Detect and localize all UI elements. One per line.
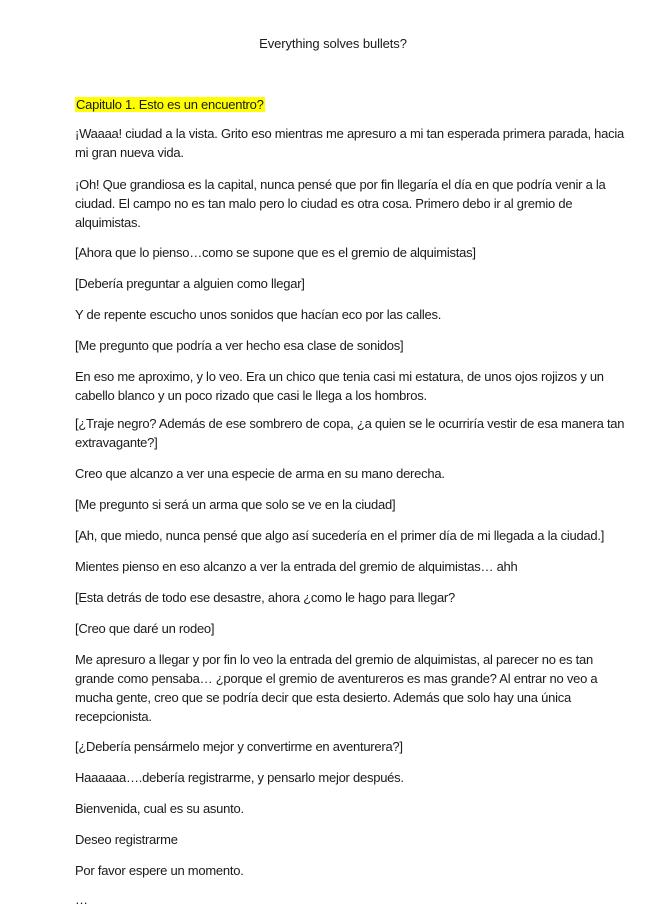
paragraph (75, 619, 635, 638)
paragraph-line: [Debería preguntar a alguien como llegar] (75, 276, 305, 291)
paragraph-line: extravagante?] (75, 435, 158, 450)
paragraph-line: [Ah, que miedo, nunca pensé que algo así sucedería en el primer día de mi llegada a la ciudad.] (75, 528, 605, 543)
paragraph-line: En eso me aproximo, y lo veo. Era un chico que tenia casi mi estatura, de unos ojos rojizos y un (75, 369, 604, 384)
paragraph (75, 243, 635, 262)
paragraph (75, 557, 635, 576)
paragraph-line: mi gran nueva vida. (75, 145, 184, 160)
paragraph (75, 274, 635, 293)
paragraph-line: alquimistas. (75, 215, 141, 230)
paragraph-line: cabello blanco y un poco rizado que casi le llega a los hombros. (75, 388, 427, 403)
paragraph-line: recepcionista. (75, 709, 152, 724)
paragraph-line: Por favor espere un momento. (75, 863, 244, 878)
paragraph-line: mucha gente, creo que se podría decir que esta desierto. Además que solo hay una única (75, 690, 571, 705)
paragraph-line: Y de repente escucho unos sonidos que hacían eco por las calles. (75, 307, 442, 322)
paragraph (75, 588, 635, 607)
paragraph (75, 799, 635, 818)
paragraph (75, 336, 635, 355)
paragraph (75, 367, 635, 405)
paragraph-line: ciudad. El campo no es tan malo pero lo ciudad es otra cosa. Primero debo ir al gremio de (75, 196, 573, 211)
paragraph-line: grande como pensaba… ¿porque el gremio de aventureros es mas grande? Al entrar no veo a (75, 671, 598, 686)
chapter-heading (75, 96, 265, 113)
paragraph-line: [Me pregunto que podría a ver hecho esa clase de sonidos] (75, 338, 404, 353)
paragraph (75, 414, 635, 452)
paragraph-line: [Creo que daré un rodeo] (75, 621, 215, 636)
paragraph (75, 890, 635, 909)
paragraph (75, 464, 635, 483)
paragraph-line: Mientes pienso en eso alcanzo a ver la entrada del gremio de alquimistas… ahh (75, 559, 518, 574)
paragraph (75, 768, 635, 787)
paragraph-line: Me apresuro a llegar y por fin lo veo la entrada del gremio de alquimistas, al parecer no es tan (75, 652, 593, 667)
paragraph-line: [¿Debería pensármelo mejor y convertirme en aventurera?] (75, 739, 403, 754)
paragraph-line: ¡Oh! Que grandiosa es la capital, nunca pensé que por fin llegaría el día en que podría venir a la (75, 177, 606, 192)
paragraph-line: Deseo registrarme (75, 832, 178, 847)
paragraph (75, 124, 635, 162)
paragraph (75, 175, 635, 232)
document-title: Everything solves bullets? (259, 36, 407, 51)
paragraph (75, 861, 635, 880)
paragraph-line: [¿Traje negro? Además de ese sombrero de copa, ¿a quien se le ocurriría vestir de esa manera tan (75, 416, 625, 431)
paragraph (75, 495, 635, 514)
chapter-heading-highlight: Capitulo 1. Esto es un encuentro? (76, 97, 264, 112)
paragraph (75, 830, 635, 849)
paragraph-line: Bienvenida, cual es su asunto. (75, 801, 244, 816)
paragraph-line: [Esta detrás de todo ese desastre, ahora ¿como le hago para llegar? (75, 590, 455, 605)
paragraph-line: Creo que alcanzo a ver una especie de arma en su mano derecha. (75, 466, 445, 481)
paragraph-line: [Ahora que lo pienso…como se supone que es el gremio de alquimistas] (75, 245, 476, 260)
paragraph-line: Haaaaaa….debería registrarme, y pensarlo mejor después. (75, 770, 404, 785)
paragraph (75, 305, 635, 324)
paragraph (75, 650, 635, 726)
paragraph-line: [Me pregunto si será un arma que solo se ve en la ciudad] (75, 497, 396, 512)
paragraph-line: … (75, 892, 88, 907)
paragraph-line: ¡Waaaa! ciudad a la vista. Grito eso mientras me apresuro a mi tan esperada primera parada, hacia (75, 126, 624, 141)
paragraph (75, 737, 635, 756)
paragraph (75, 526, 635, 545)
